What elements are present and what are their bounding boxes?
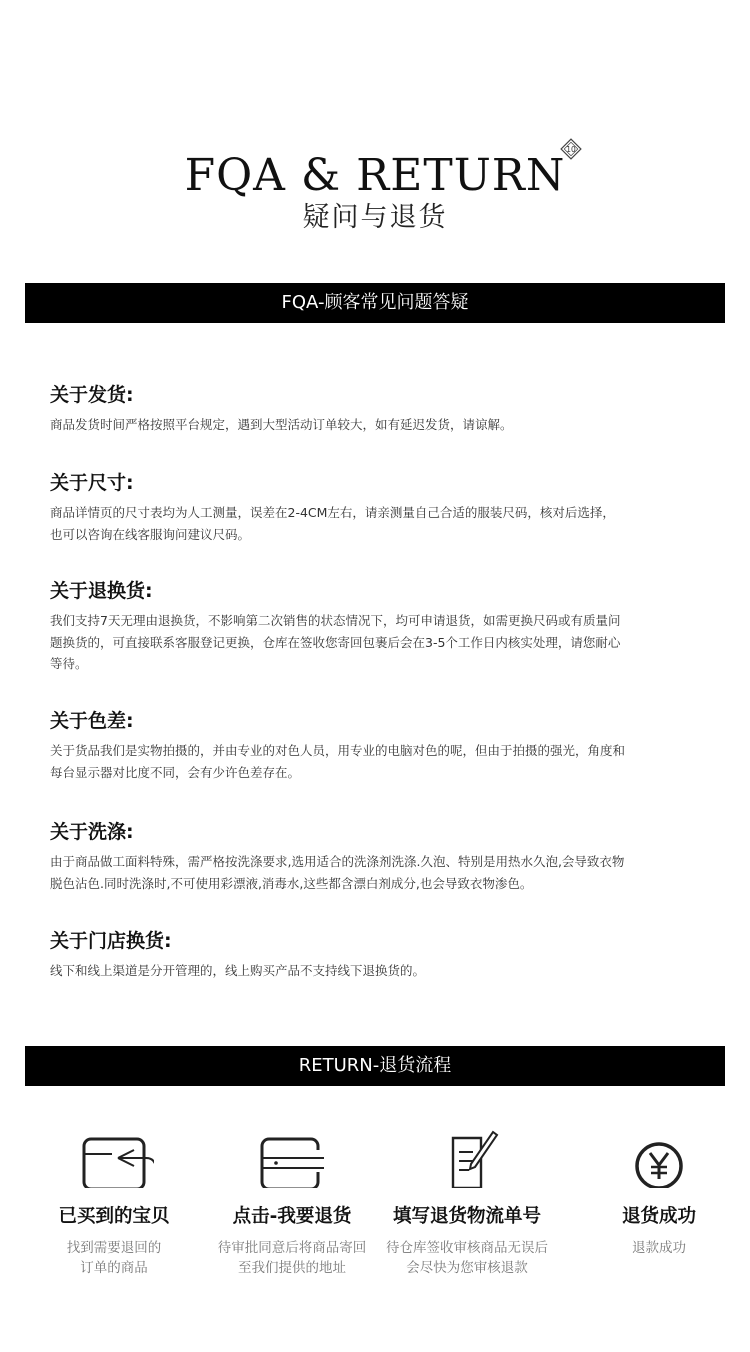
faq-title: 关于尺寸: (50, 472, 134, 494)
page-title: FQA & RETURN (184, 150, 566, 201)
step-title: 点击-我要退货 (232, 1206, 352, 1227)
svg-text:10: 10 (566, 144, 576, 154)
faq-shipping (50, 382, 702, 436)
faq-washing (50, 819, 702, 894)
faq-body: 由于商品做工面料特殊，需严格按洗涤要求,选用适合的洗涤剂洗涤.久泡、特别是用热水久泡,会导致衣物 脱色沾色.同时洗涤时,不可使用彩漂液,消毒水,这些都含漂白剂成分,也会导致衣物渗色。 (50, 854, 625, 891)
step-request-return (192, 1128, 392, 1278)
faq-body: 商品发货时间严格按照平台规定，遇到大型活动订单较大，如有延迟发货，请谅解。 (50, 417, 513, 432)
step-return-success (559, 1128, 750, 1258)
faq-title: 关于洗涤: (50, 821, 134, 843)
page-subtitle: 疑问与退货 (302, 202, 448, 233)
step-title: 退货成功 (621, 1206, 696, 1227)
faq-title: 关于门店换货: (50, 930, 172, 952)
faq-body: 商品详情页的尺寸表均为人工测量，误差在2-4CM左右，请亲测量自己合适的服装尺码，核对后选择， 也可以咨询在线客服询问建议尺码。 (50, 505, 615, 542)
faq-section-bar: FQA-顾客常见问题答疑 (25, 283, 725, 323)
step-title: 已买到的宝贝 (58, 1206, 170, 1227)
form-pen-icon (427, 1128, 507, 1188)
faq-body: 线下和线上渠道是分开管理的，线上购买产品不支持线下退换货的。 (50, 963, 426, 978)
faq-returns (50, 578, 702, 675)
step-fill-tracking (367, 1128, 567, 1278)
yen-icon (619, 1128, 699, 1188)
faq-size (50, 470, 702, 545)
faq-store-exchange (50, 928, 702, 982)
step-desc: 待仓库签收审核商品无误后 会尽快为您审核退款 (386, 1240, 548, 1276)
step-bought-items (14, 1128, 214, 1278)
card-icon (252, 1128, 332, 1188)
card-return-icon (74, 1128, 154, 1188)
faq-title: 关于退换货: (50, 580, 153, 602)
page-header (0, 0, 750, 260)
step-desc: 待审批同意后将商品寄回 至我们提供的地址 (217, 1240, 367, 1276)
return-section-bar: RETURN-退货流程 (25, 1046, 725, 1086)
faq-title: 关于发货: (50, 384, 134, 406)
step-desc: 退款成功 (632, 1240, 686, 1256)
diamond-badge-icon (560, 138, 582, 160)
faq-color (50, 708, 702, 783)
return-steps (25, 1128, 725, 1298)
faq-body: 关于货品我们是实物拍摄的，并由专业的对色人员，用专业的电脑对色的呢，但由于拍摄的强光，角度和 每台显示器对比度不同，会有少许色差存在。 (50, 743, 626, 780)
step-title: 填写退货物流单号 (392, 1206, 541, 1227)
faq-body: 我们支持7天无理由退换货，不影响第二次销售的状态情况下，均可申请退货，如需更换尺码或有质量问 题换货的，可直接联系客服登记更换，仓库在签收您寄回包裹后会在3-5个工作日内核实处理，请您耐心 等待。 (50, 613, 621, 671)
step-desc: 找到需要退回的 订单的商品 (66, 1240, 162, 1276)
faq-title: 关于色差: (50, 710, 134, 732)
